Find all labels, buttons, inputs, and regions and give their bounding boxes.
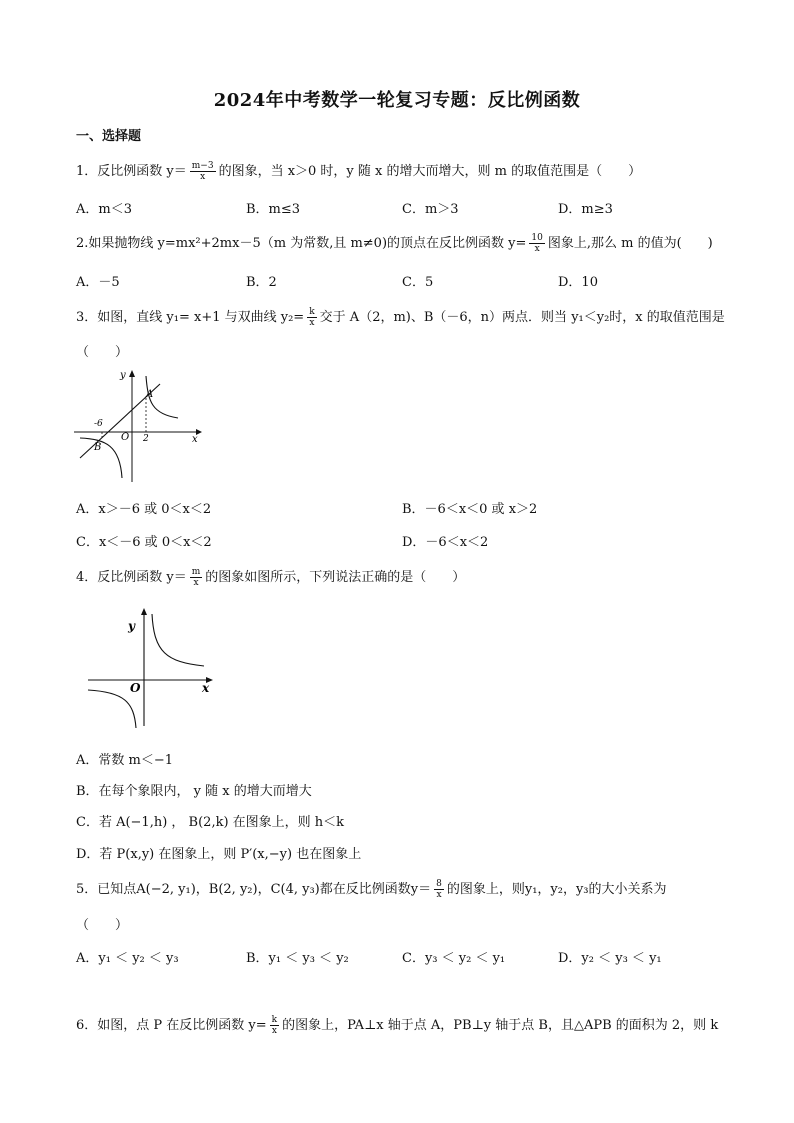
q4-x-label: x bbox=[202, 681, 210, 695]
q2-option-b[interactable]: B．2 bbox=[246, 275, 277, 290]
q2-fraction bbox=[529, 233, 544, 254]
q6-frac-numerator: k bbox=[271, 1015, 278, 1025]
q3-option-d[interactable]: D．－6＜x＜2 bbox=[402, 535, 489, 550]
q5-frac-denominator: x bbox=[436, 890, 442, 900]
q3-graph bbox=[74, 368, 210, 486]
q3-options-row1 bbox=[76, 498, 716, 516]
q1-option-b[interactable]: B．m≤3 bbox=[246, 202, 301, 217]
q2-frac-denominator: x bbox=[534, 244, 540, 254]
q2-text-post: 图象上,那么 m 的值为( ) bbox=[547, 236, 713, 251]
q4-origin-label: O bbox=[130, 681, 141, 695]
q4-frac-numerator: m bbox=[191, 567, 201, 577]
q5-option-c[interactable]: C．y₃ ＜ y₂ ＜ y₁ bbox=[402, 951, 506, 966]
q6-text-post: 的图象上，PA⊥x 轴于点 A，PB⊥y 轴于点 B，且△APB 的面积为 2，则 k bbox=[282, 1018, 719, 1033]
q6-text-pre: 6．如图，点 P 在反比例函数 y= bbox=[76, 1018, 267, 1033]
q4-y-arrow bbox=[141, 608, 147, 615]
q1-options bbox=[76, 198, 716, 216]
q1-frac-denominator: x bbox=[200, 172, 206, 182]
q3-option-a[interactable]: A．x＞－6 或 0＜x＜2 bbox=[76, 502, 212, 517]
q3-x-label: x bbox=[192, 434, 198, 445]
q3-frac-numerator: k bbox=[309, 307, 315, 317]
q3-frac-denominator: x bbox=[309, 318, 315, 328]
q4-option-d[interactable]: D．若 P(x,y) 在图象上，则 P′(x,−y) 也在图象上 bbox=[76, 847, 362, 862]
q1-option-d[interactable]: D．m≥3 bbox=[558, 202, 613, 217]
q3-y-label: y bbox=[120, 370, 126, 381]
q1-fraction bbox=[190, 161, 216, 182]
q6-frac-denominator: x bbox=[271, 1026, 277, 1036]
q3-tick-neg6: -6 bbox=[94, 419, 103, 429]
q3-option-b[interactable]: B．－6＜x＜0 或 x＞2 bbox=[402, 502, 538, 517]
q1-option-a[interactable]: A．m＜3 bbox=[76, 202, 132, 217]
q4-option-c[interactable]: C．若 A(−1,h) ， B(2,k) 在图象上，则 h＜k bbox=[76, 815, 345, 830]
q2-options bbox=[76, 271, 716, 289]
q1-text-post: 的图象，当 x＞0 时，y 随 x 的增大而增大，则 m 的取值范围是（ ） bbox=[218, 164, 642, 179]
q4-y-label: y bbox=[128, 619, 135, 633]
q6-fraction bbox=[270, 1015, 279, 1036]
q2-text-pre: 2.如果抛物线 y=mx²+2mx－5（m 为常数,且 m≠0)的顶点在反比例函数 y= bbox=[76, 236, 527, 251]
section-heading: 一、选择题 bbox=[76, 129, 142, 144]
q4-option-b[interactable]: B．在每个象限内， y 随 x 的增大而增大 bbox=[76, 784, 312, 799]
q5-options bbox=[76, 947, 716, 965]
q4-frac-denominator: x bbox=[193, 578, 199, 588]
q4-hyperbola-branch-q1 bbox=[152, 614, 204, 666]
q3-answer-bracket: （ ） bbox=[76, 345, 129, 360]
q4-text-post: 的图象如图所示，下列说法正确的是（ ） bbox=[205, 570, 466, 585]
q4-text-pre: 4．反比例函数 y＝ bbox=[76, 570, 187, 585]
q2-option-c[interactable]: C．5 bbox=[402, 275, 434, 290]
q4-graph bbox=[86, 606, 216, 730]
q2-frac-numerator: 10 bbox=[531, 233, 543, 243]
q4-fraction bbox=[190, 567, 203, 588]
q1-frac-numerator: m−3 bbox=[191, 161, 214, 171]
q4-hyperbola-branch-q3 bbox=[88, 690, 136, 728]
q3-options-row2 bbox=[76, 531, 716, 549]
q3-point-a-label: A bbox=[146, 389, 154, 400]
page-title: 2024年中考数学一轮复习专题：反比例函数 bbox=[213, 90, 581, 111]
q5-option-b[interactable]: B．y₁ ＜ y₃ ＜ y₂ bbox=[246, 951, 349, 966]
q3-origin-label: O bbox=[121, 432, 130, 443]
q3-text-post: 交于 A（2，m)、B（－6，n）两点．则当 y₁＜y₂时，x 的取值范围是 bbox=[319, 310, 725, 325]
q5-fraction bbox=[434, 879, 444, 900]
q1-option-c[interactable]: C．m＞3 bbox=[402, 202, 459, 217]
q5-option-a[interactable]: A．y₁ ＜ y₂ ＜ y₃ bbox=[76, 951, 179, 966]
q3-tick-2: 2 bbox=[143, 434, 149, 444]
q5-text-pre: 5．已知点A(−2, y₁)，B(2, y₂)，C(4, y₃)都在反比例函数y＝ bbox=[76, 882, 432, 897]
question-3 bbox=[76, 306, 725, 328]
q3-text-pre: 3．如图，直线 y₁= x+1 与双曲线 y₂= bbox=[76, 310, 305, 325]
q3-point-b-label: B bbox=[94, 442, 102, 453]
q3-option-c[interactable]: C．x＜－6 或 0＜x＜2 bbox=[76, 535, 212, 550]
question-2 bbox=[76, 232, 713, 254]
q5-answer-bracket: （ ） bbox=[76, 918, 129, 933]
q2-option-a[interactable]: A．－5 bbox=[76, 275, 120, 290]
question-1 bbox=[76, 160, 641, 182]
question-4 bbox=[76, 566, 465, 588]
q5-option-d[interactable]: D．y₂ ＜ y₃ ＜ y₁ bbox=[558, 951, 662, 966]
q3-y-arrow bbox=[129, 370, 135, 377]
q3-fraction bbox=[307, 307, 316, 328]
question-6 bbox=[76, 1014, 718, 1036]
q2-option-d[interactable]: D．10 bbox=[558, 275, 598, 290]
q4-option-a[interactable]: A．常数 m＜−1 bbox=[76, 753, 174, 768]
q1-text-pre: 1．反比例函数 y＝ bbox=[76, 164, 187, 179]
q5-text-post: 的图象上，则y₁，y₂，y₃的大小关系为 bbox=[446, 882, 667, 897]
q5-frac-numerator: 8 bbox=[436, 879, 442, 889]
question-5 bbox=[76, 878, 667, 900]
